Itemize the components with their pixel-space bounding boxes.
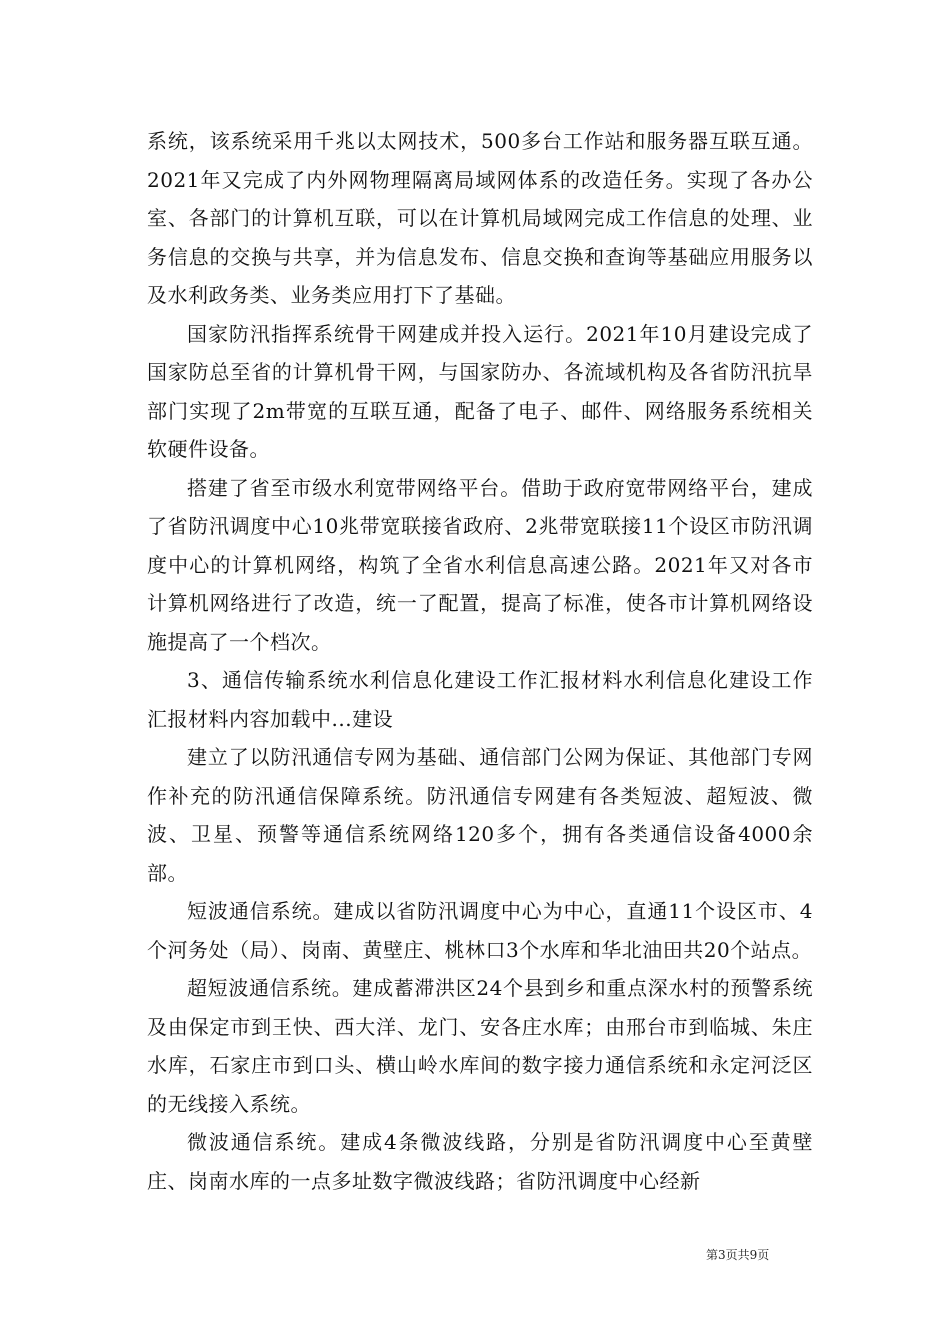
paragraph-shortwave: 短波通信系统。建成以省防汛调度中心为中心，直通11个设区市、4个河务处（局）、岗南、黄壁庄、桃林口3个水库和华北油田共20个站点。 [147,899,813,962]
paragraph-backbone-network: 国家防汛指挥系统骨干网建成并投入运行。2021年10月建设完成了国家防总至省的计算机骨干网，与国家防办、各流域机构及各省防汛抗旱部门实现了2m带宽的互联互通，配备了电子、邮件、网络服务系统相关软硬件设备。 [147,321,813,461]
paragraph-continued-system: 系统，该系统采用千兆以太网技术，500多台工作站和服务器互联互通。2021年又完成了内外网物理隔离局域网体系的改造任务。实现了各办公室、各部门的计算机互联，可以在计算机局域网完成工作信息的处理、业务信息的交换与共享，并为信息发布、信息交换和查询等基础应用服务以及水利政务类、业务类应用打下了基础。 [147,129,813,307]
page-number-footer: 第3页共9页 [706,1248,770,1262]
document-body [147,122,813,1200]
paragraph-communication-guarantee: 建立了以防汛通信专网为基础、通信部门公网为保证、其他部门专网作补充的防汛通信保障系统。防汛通信专网建有各类短波、超短波、微波、卫星、预警等通信系统网络120多个，拥有各类通信设备4000余部。 [147,745,813,885]
paragraph-broadband-platform: 搭建了省至市级水利宽带网络平台。借助于政府宽带网络平台，建成了省防汛调度中心10兆带宽联接省政府、2兆带宽联接11个设区市防汛调度中心的计算机网络，构筑了全省水利信息高速公路。2021年又对各市计算机网络进行了改造，统一了配置，提高了标准，使各市计算机网络设施提高了一个档次。 [147,475,813,654]
section-heading-communication: 3、通信传输系统水利信息化建设工作汇报材料水利信息化建设工作汇报材料内容加载中...建设 [147,668,813,731]
paragraph-ultrashortwave: 超短波通信系统。建成蓄滞洪区24个县到乡和重点深水村的预警系统及由保定市到王快、西大洋、龙门、安各庄水库；由邢台市到临城、朱庄水库，石家庄市到口头、横山岭水库间的数字接力通信系统和永定河泛区的无线接入系统。 [147,976,813,1116]
paragraph-microwave: 微波通信系统。建成4条微波线路，分别是省防汛调度中心至黄壁庄、岗南水库的一点多址数字微波线路；省防汛调度中心经新 [147,1130,813,1193]
